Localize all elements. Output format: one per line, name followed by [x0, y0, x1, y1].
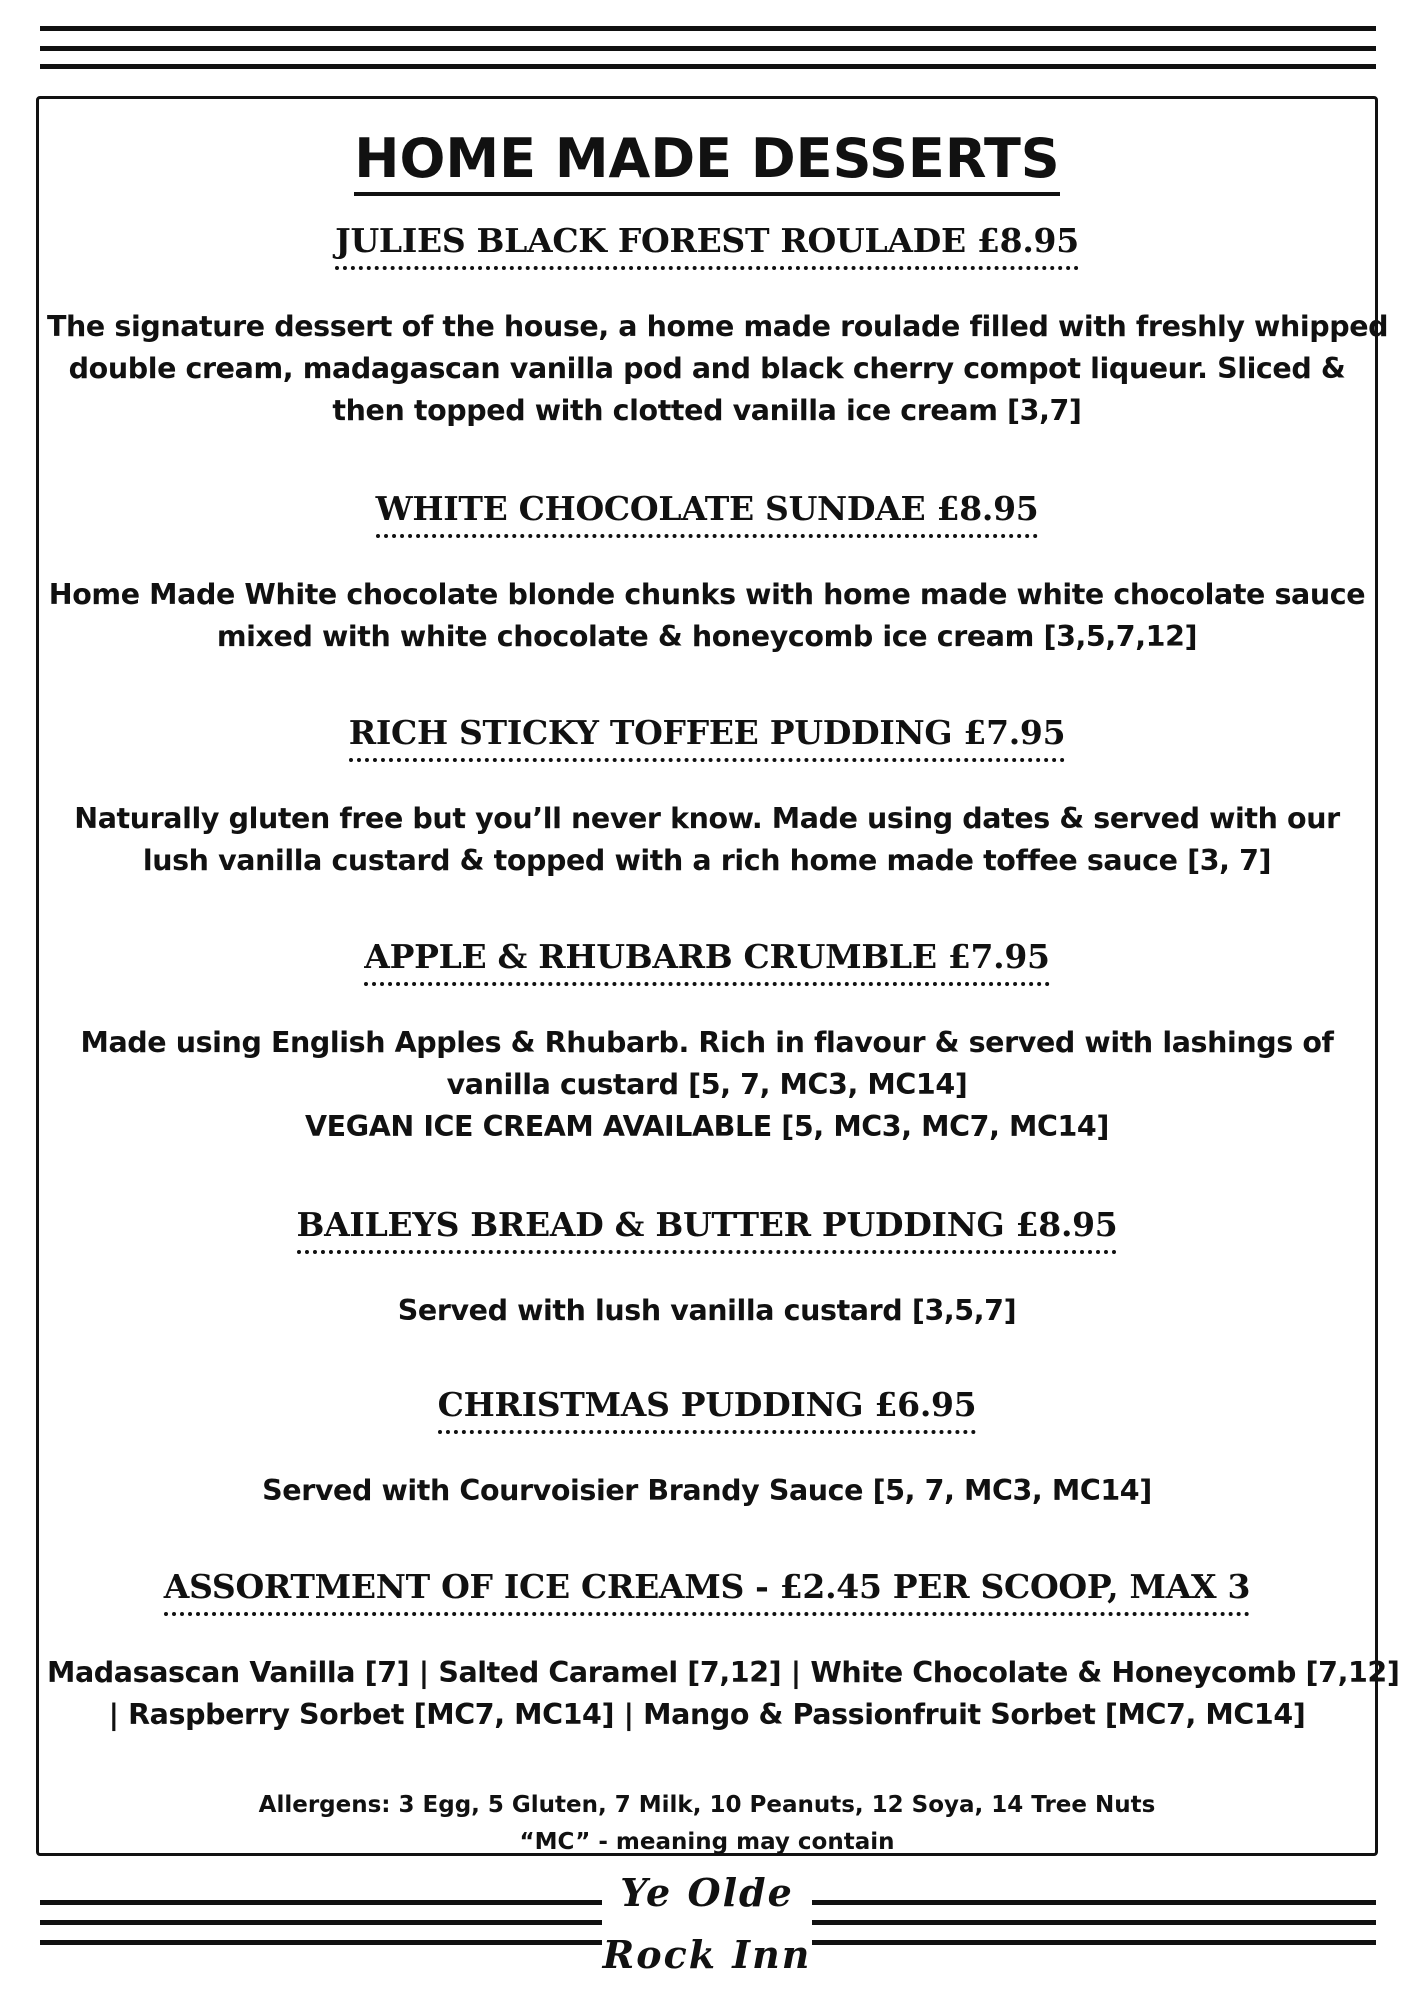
inn-logo: [602, 1862, 812, 1986]
rule-line: [812, 1900, 1376, 1905]
dish-name: RICH STICKY TOFFEE PUDDING £7.95: [349, 713, 1066, 762]
dish-name: ASSORTMENT OF ICE CREAMS - £2.45 PER SCOOP, MAX 3: [164, 1567, 1250, 1616]
dish-name: CHRISTMAS PUDDING £6.95: [438, 1385, 977, 1434]
dish-description: Naturally gluten free but you’ll never know. Made using dates & served with our lush vanilla custard & topped with a rich home made toffee sauce [3, 7]: [74, 802, 1340, 877]
dish-description: Madasascan Vanilla [7] | Salted Caramel [7,12] | White Chocolate & Honeycomb [7,12] | Raspberry Sorbet [MC7, MC14] | Mango & Passionfruit Sorbet [MC7, MC14]: [47, 1656, 1400, 1731]
allergen-info: [39, 1787, 1375, 1861]
allergen-list: Allergens: 3 Egg, 5 Gluten, 7 Milk, 10 Peanuts, 12 Soya, 14 Tree Nuts: [258, 1792, 1156, 1818]
menu-item: [39, 937, 1375, 1148]
rule-line: [812, 1940, 1376, 1945]
rule-line: [40, 1920, 602, 1925]
menu-item: [39, 221, 1389, 432]
menu-item: [39, 489, 1375, 658]
logo-line-2: Rock Inn: [602, 1932, 812, 1977]
dish-name: JULIES BLACK FOREST ROULADE £8.95: [335, 221, 1079, 270]
dish-description: The signature dessert of the house, a home made roulade filled with freshly whipped double cream, madagascan vanilla pod and black cherry compot liqueur. Sliced & then topped with clotted vanilla ice cream [3,7]: [47, 310, 1389, 427]
dish-name: APPLE & RHUBARB CRUMBLE £7.95: [364, 937, 1049, 986]
rule-line: [40, 1900, 602, 1905]
dish-description: Home Made White chocolate blonde chunks with home made white chocolate sauce mixed with white chocolate & honeycomb ice cream [3,5,7,12]: [48, 578, 1366, 653]
dish-name: BAILEYS BREAD & BUTTER PUDDING £8.95: [297, 1205, 1118, 1254]
rule-line: [40, 64, 1376, 69]
rule-line: [812, 1920, 1376, 1925]
allergen-note: “MC” - meaning may contain: [519, 1829, 895, 1855]
logo-line-1: Ye Olde: [620, 1870, 794, 1915]
rule-line: [40, 1940, 602, 1945]
menu-item: [39, 713, 1375, 882]
dish-description: Made using English Apples & Rhubarb. Rich in flavour & served with lashings of vanilla custard [5, 7, MC3, MC14] VEGAN ICE CREAM AVAILABLE [5, MC3, MC7, MC14]: [80, 1026, 1334, 1143]
dish-description: Served with lush vanilla custard [3,5,7]: [397, 1294, 1017, 1327]
dish-name: WHITE CHOCOLATE SUNDAE £8.95: [376, 489, 1039, 538]
menu-title: HOME MADE DESSERTS: [39, 127, 1375, 190]
rule-line: [40, 26, 1376, 31]
menu-item: [39, 1567, 1400, 1736]
dish-description: Served with Courvoisier Brandy Sauce [5, 7, MC3, MC14]: [262, 1474, 1152, 1507]
menu-item: [39, 1385, 1375, 1512]
rule-line: [40, 46, 1376, 51]
menu-frame: [36, 96, 1400, 1856]
menu-item: [39, 1205, 1375, 1332]
